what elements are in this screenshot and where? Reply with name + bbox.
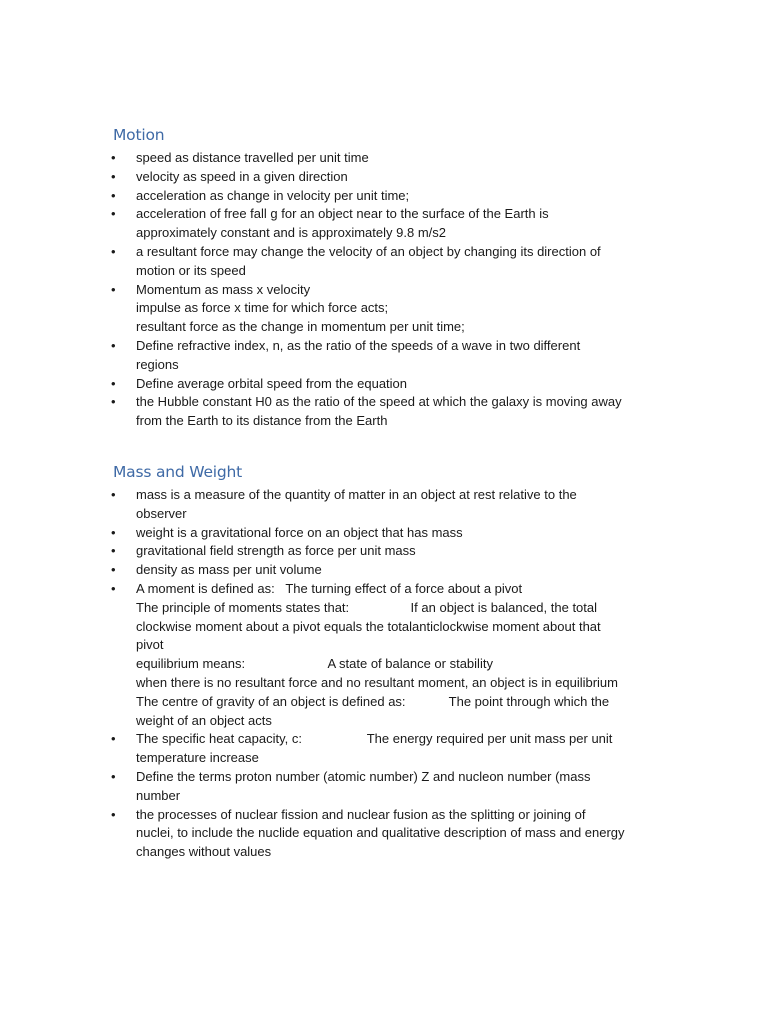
list-item-text-line: acceleration as change in velocity per unit time;: [136, 187, 410, 203]
list-item-text-line: clockwise moment about a pivot equals the totalanticlockwise moment about that: [136, 618, 601, 634]
list-item-text-line: when there is no resultant force and no resultant moment, an object is in equilibrium: [136, 674, 618, 690]
list-item-text-line: The principle of moments states that: If an object is balanced, the total: [136, 599, 598, 615]
list-item-text-line: equilibrium means: A state of balance or stability: [136, 656, 493, 672]
list-item-text-line: speed as distance travelled per unit time: [136, 150, 369, 165]
bullet-icon: •: [111, 806, 116, 822]
list-item: [0, 486, 768, 524]
list-item: [0, 149, 768, 168]
list-item: [0, 187, 768, 206]
motion-bullet-list: [0, 149, 768, 431]
list-item: [0, 205, 768, 243]
list-item-text-line: The specific heat capacity, c: The energy required per unit mass per unit: [136, 731, 613, 747]
list-item-text-line: resultant force as the change in momentum per unit time;: [136, 319, 465, 335]
list-item: [0, 580, 768, 730]
list-item-text-line: Momentum as mass x velocity: [136, 281, 311, 297]
list-item: [0, 337, 768, 375]
section-heading-motion: Motion: [113, 126, 165, 144]
list-item-text-line: weight of an object acts: [136, 712, 272, 728]
list-item: [0, 524, 768, 543]
list-item: [0, 243, 768, 281]
bullet-icon: •: [111, 243, 116, 259]
list-item-text-line: pivot: [136, 637, 164, 653]
list-item: [0, 542, 768, 561]
list-item-text-line: the Hubble constant H0 as the ratio of the speed at which the galaxy is moving away: [136, 394, 622, 410]
bullet-icon: •: [111, 187, 116, 203]
list-item-text-line: the processes of nuclear fission and nuclear fusion as the splitting or joining of: [136, 806, 586, 822]
bullet-icon: •: [111, 580, 116, 596]
list-item-text-line: number: [136, 787, 181, 803]
list-item-text-line: Define refractive index, n, as the ratio of the speeds of a wave in two different: [136, 337, 581, 353]
section-heading-mass-and-weight: Mass and Weight: [113, 463, 243, 481]
list-item: [0, 168, 768, 187]
bullet-icon: •: [111, 337, 116, 353]
list-item-text-line: nuclei, to include the nuclide equation and qualitative description of mass and energy: [136, 825, 625, 841]
bullet-icon: •: [111, 731, 116, 747]
list-item-text-line: velocity as speed in a given direction: [136, 168, 348, 184]
bullet-icon: •: [111, 768, 116, 784]
list-item-text-line: Define average orbital speed from the equation: [136, 375, 408, 391]
list-item-text-line: density as mass per unit volume: [136, 562, 322, 578]
list-item-text-line: mass is a measure of the quantity of matter in an object at rest relative to the: [136, 487, 577, 502]
list-item-text-line: changes without values: [136, 844, 272, 860]
list-item-text-line: A moment is defined as: The turning effect of a force about a pivot: [136, 580, 523, 596]
list-item-text-line: temperature increase: [136, 750, 259, 766]
list-item-text-line: approximately constant and is approximately 9.8 m/s2: [136, 225, 446, 241]
bullet-icon: •: [111, 375, 116, 391]
list-item: [0, 281, 768, 337]
list-item-text-line: impulse as force x time for which force acts;: [136, 300, 389, 316]
list-item: [0, 730, 768, 768]
list-item-text-line: acceleration of free fall g for an object near to the surface of the Earth is: [136, 206, 549, 222]
mass-and-weight-bullet-list: [0, 486, 768, 862]
bullet-icon: •: [111, 168, 116, 184]
list-item: [0, 561, 768, 580]
list-item: [0, 393, 768, 431]
list-item-text-line: a resultant force may change the velocity of an object by changing its direction of: [136, 243, 601, 259]
list-item: [0, 806, 768, 862]
list-item-text-line: Define the terms proton number (atomic number) Z and nucleon number (mass: [136, 768, 591, 784]
list-item-text-line: weight is a gravitational force on an object that has mass: [136, 524, 463, 540]
bullet-icon: •: [111, 281, 116, 297]
bullet-icon: •: [111, 543, 116, 559]
bullet-icon: •: [111, 487, 116, 502]
list-item-text-line: regions: [136, 356, 179, 372]
bullet-icon: •: [111, 562, 116, 578]
list-item-text-line: from the Earth to its distance from the Earth: [136, 413, 388, 429]
list-item: [0, 768, 768, 806]
bullet-icon: •: [111, 394, 116, 410]
bullet-icon: •: [111, 206, 116, 222]
list-item-text-line: observer: [136, 505, 187, 521]
bullet-icon: •: [111, 150, 116, 165]
list-item: [0, 375, 768, 394]
list-item-text-line: motion or its speed: [136, 262, 246, 278]
list-item-text-line: gravitational field strength as force per unit mass: [136, 543, 416, 559]
list-item-text-line: The centre of gravity of an object is defined as: The point through which the: [136, 693, 610, 709]
bullet-icon: •: [111, 524, 116, 540]
